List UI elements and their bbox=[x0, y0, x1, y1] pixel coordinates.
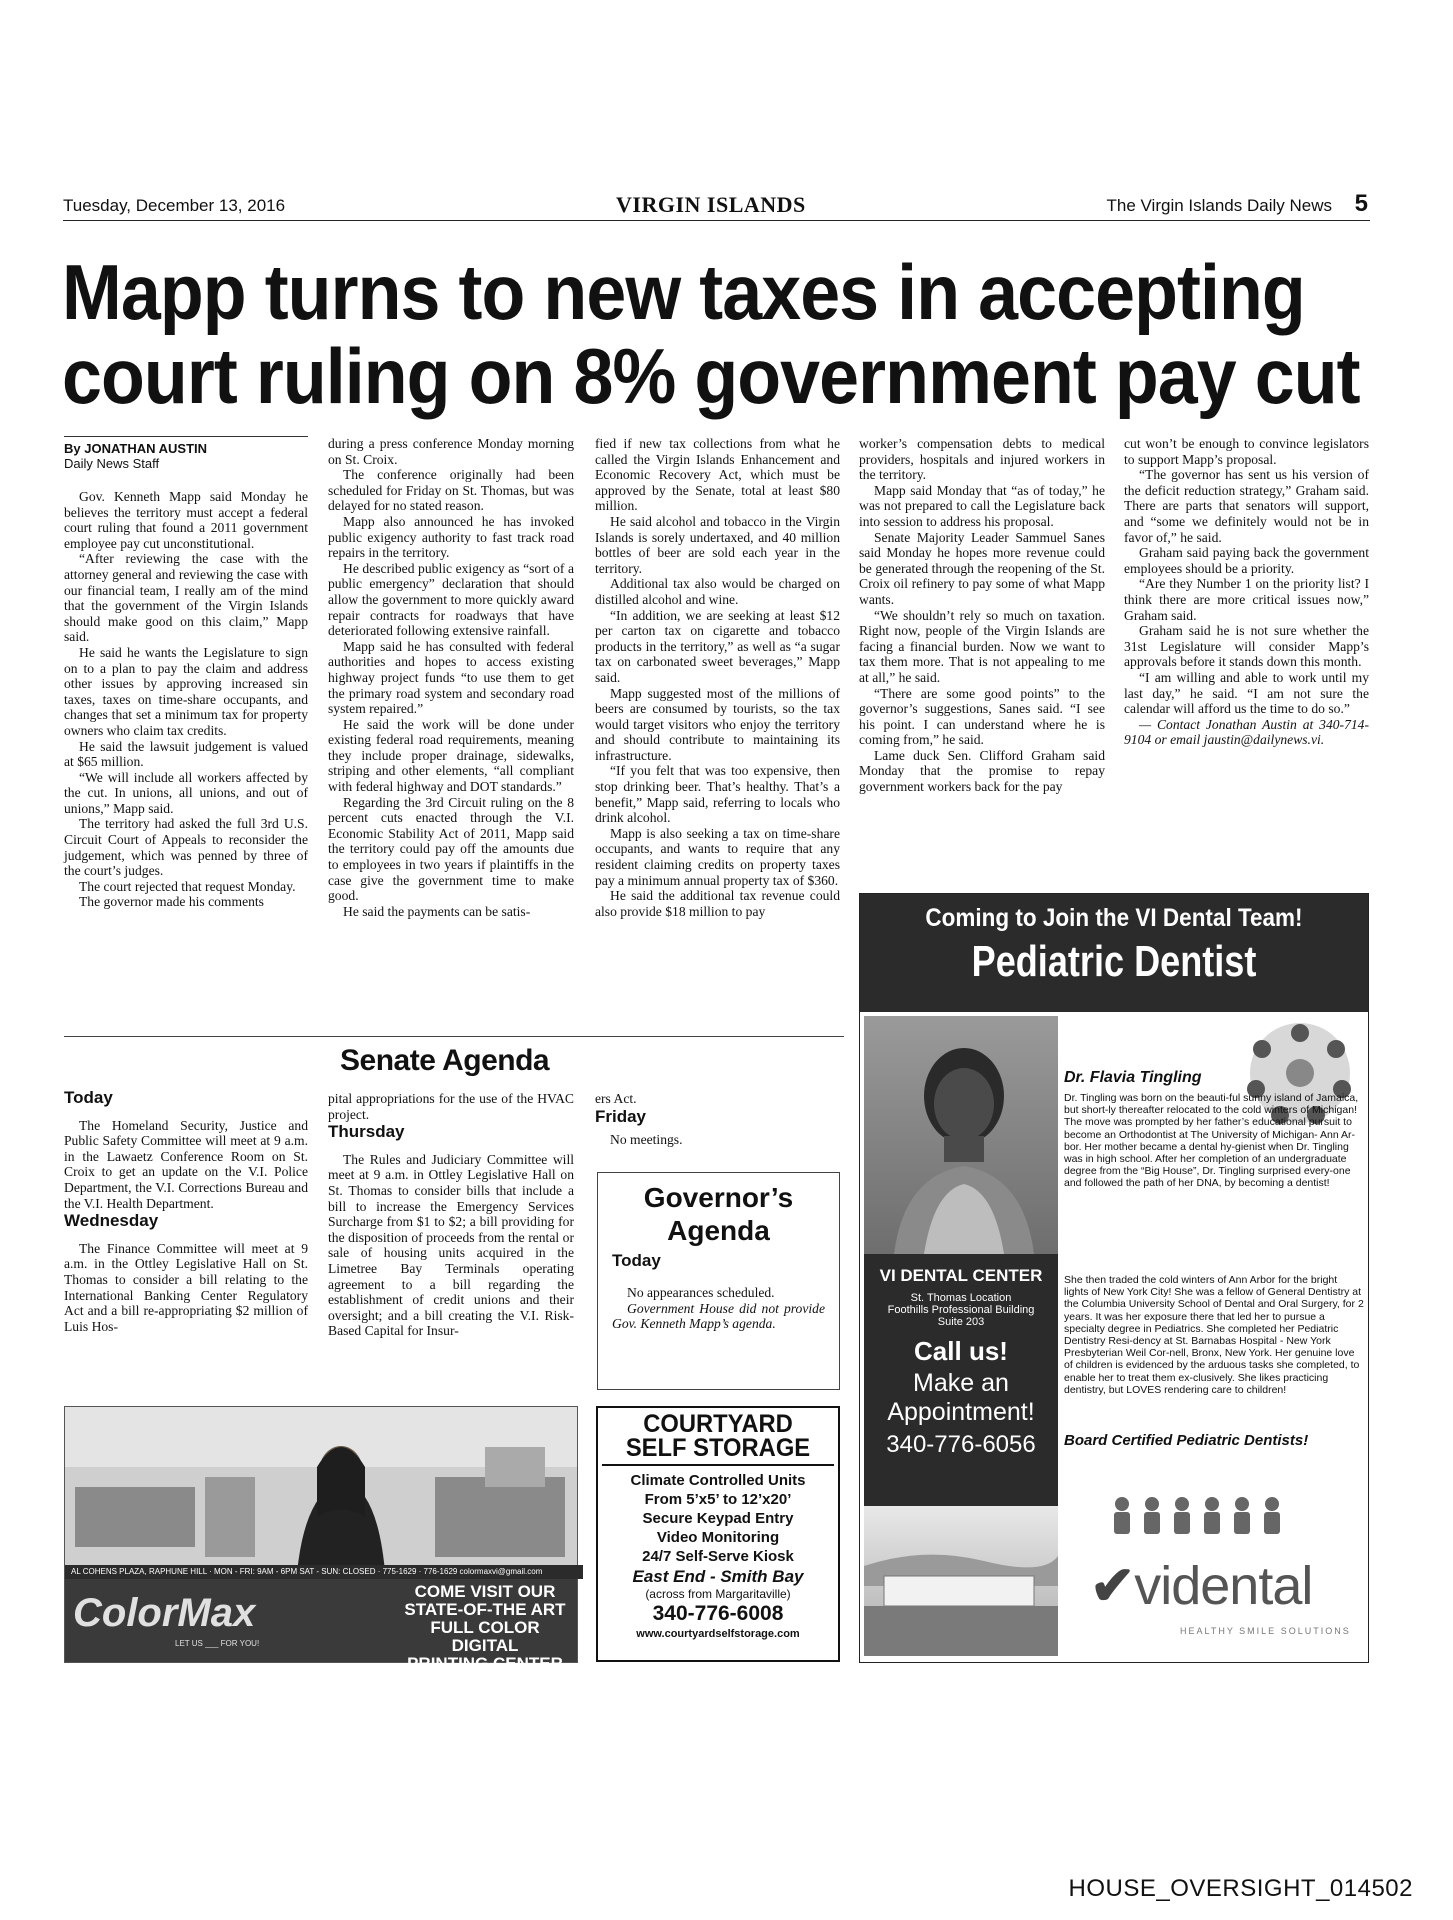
senate-agenda-rule bbox=[64, 1036, 844, 1037]
dental-phone: 340-776-6056 bbox=[886, 1431, 1036, 1458]
article-column-2: during a press conference Monday morning on St. Croix. The conference originally had been scheduled for Friday on St. Thomas, but was delayed for no stated reason. Mapp also announced he has invoked public exigency authority to fast track road repairs in the territory. He described public exigency as “sort of a public emergency” declaration that should allow the government to more quickly award repair contracts for roadways that have deteriorated following extensive rainfall. Mapp said he has consulted with federal authorities and hopes to access existing highway project funds “to use them to get the primary road system and secondary road system repaired.” He said the work will be done under existing federal road requirements, meaning they include proper drainage, sidewalks, striping and other elements, “all compliant with federal highway and DOT standards.” Regarding the 3rd Circuit ruling on the 8 percent cuts enacted through the V.I. Economic Stability Act of 2011, Mapp said the territory could pay off the amounts due to employees in two years if plaintiffs in the case give the government time to make good. He said the payments can be satis- bbox=[328, 436, 574, 919]
senate-column-3: ers Act. Friday No meetings. bbox=[595, 1091, 840, 1148]
dental-contact-panel: VI DENTAL CENTER St. Thomas Location Foothills Professional Building Suite 203 Call us! Make an Appointment! 340-776-6056 bbox=[864, 1254, 1058, 1506]
senate-thursday-head: Thursday bbox=[328, 1122, 405, 1142]
vidental-logo: ✔vidental bbox=[1090, 1556, 1313, 1616]
paper-name: The Virgin Islands Daily News bbox=[1106, 196, 1332, 215]
dental-banner: Coming to Join the VI Dental Team! bbox=[925, 904, 1303, 932]
oversight-stamp: HOUSE_OVERSIGHT_014502 bbox=[1068, 1875, 1413, 1902]
call-us: Call us! bbox=[914, 1336, 1008, 1366]
senate-wednesday-text: The Finance Committee will meet at 9 a.m. in the Ottley Legislative Hall on St. Thomas to consider a bill relating to the International Banking Center Regulatory Act and a bill re-appropriating $2 million of Luis Hos- bbox=[64, 1240, 308, 1334]
senate-friday-text: No meetings. bbox=[610, 1132, 683, 1148]
issue-date: Tuesday, December 13, 2016 bbox=[63, 196, 286, 215]
senate-thursday-text: The Rules and Judiciary Committee will meet at 9 a.m. in Ottley Legislative Hall on St. Thomas to consider bills that include a bill to increase the Emergency Services Surcharge from $1 to $2; a bill providing for the disposition of proceeds from the rental or sale of housing units acquired in the Limetree Bay Terminals operating agreement to a bill regarding the establishment of credit unions and their oversight; and a bill creating the V.I. Risk-Based Capital for Insur- bbox=[328, 1151, 574, 1339]
colormax-logo: ColorMax bbox=[73, 1591, 256, 1635]
dentist-portrait-icon bbox=[864, 1016, 1058, 1254]
vidental-tagline: HEALTHY SMILE SOLUTIONS bbox=[1180, 1626, 1351, 1636]
storage-ad: COURTYARD SELF STORAGE Climate Controlled Units From 5’x5’ to 12’x20’ Secure Keypad Entry Video Monitoring 24/7 Self-Serve Kiosk East End - Smith Bay (across from Margaritaville) 340-776-6008 www.courtyardselfstorage.com bbox=[596, 1406, 840, 1662]
storage-title-2: SELF STORAGE bbox=[625, 1434, 811, 1462]
storage-url: www.courtyardselfstorage.com bbox=[636, 1628, 800, 1640]
article-column-1: Gov. Kenneth Mapp said Monday he believes the territory must accept a federal court ruling that found a 2011 government employee pay cut unconstitutional. “After reviewing the case with the attorney general and reviewing the case with our financial team, I really am of the mind that the government of the Virgin Islands should make good on this claim,” Mapp said. He said he wants the Legislature to sign on to a plan to pay the claim and address other issues by approving increased sin taxes, taxes on time-share occupants, and changes that set a minimum tax for property owners who claim tax credits. He said the lawsuit judgement is valued at $65 million. “We will include all workers affected by the cut. In unions, all unions, and out of unions,” Mapp said. The territory had asked the full 3rd U.S. Circuit Court of Appeals to reconsider the judgement, which was penned by three of the court’s judges. The court rejected that request Monday. The governor made his comments bbox=[64, 489, 308, 910]
byline bbox=[64, 436, 308, 471]
article-column-5: cut won’t be enough to convince legislators to support Mapp’s proposal. “The governor has sent us his version of the deficit reduction strategy,” Graham said. There are parts that senators will support, and “some we definitely would not be in favor of,” he said. Graham said paying back the government employees should be a priority. “Are they Number 1 on the priority list? I think there are more critical issues now,” Graham said. Graham said he is not sure whether the 31st Legislature will consider Mapp’s approvals before it stands down this month. “I am willing and able to work until my last day,” he said. “I am not sure the calendar will afford us the time to do so.” — Contact Jonathan Austin at 340-714-9104 or email jaustin@dailynews.vi. bbox=[1124, 436, 1369, 748]
building-photo bbox=[864, 1506, 1058, 1656]
senate-today-head: Today bbox=[64, 1088, 113, 1107]
dental-ad-header bbox=[860, 894, 1368, 1012]
governor-today-head: Today bbox=[612, 1251, 661, 1270]
dental-title: Pediatric Dentist bbox=[971, 937, 1257, 986]
byline-author: By JONATHAN AUSTIN bbox=[64, 441, 208, 456]
section-name: VIRGIN ISLANDS bbox=[616, 192, 806, 217]
governor-text: No appearances scheduled. bbox=[627, 1285, 775, 1300]
people-chain-icon bbox=[1108, 1494, 1308, 1544]
contact-line: — Contact Jonathan Austin at 340-714-9104 or email jaustin@dailynews.vi. bbox=[1124, 716, 1369, 748]
dental-ad bbox=[859, 893, 1369, 1663]
doctor-name: Dr. Flavia Tingling bbox=[1064, 1069, 1202, 1086]
colormax-ad bbox=[64, 1406, 578, 1673]
dentist-photo bbox=[864, 1016, 1058, 1254]
storage-location: East End - Smith Bay bbox=[632, 1567, 804, 1586]
governor-agenda-title: Governor’s Agenda bbox=[643, 1182, 794, 1246]
doctor-bio-1: Dr. Tingling was born on the beauti-ful sunny island of Jamaica, but short-ly thereafter relocated to the cold winters of Michigan! The move was prompted by her father’s educational pursuit to become an Orthodontist at The University of Michigan- Ann Ar-bor. Her mother became a dental hy-gienist when Dr. Tingling was in high school. After her completion of an undergraduate degree from the “Big House”, Dr. Tingling surprised every-one and followed the path of her DNA, by becoming a dentist! bbox=[1064, 1092, 1359, 1190]
byline-staff: Daily News Staff bbox=[64, 456, 160, 471]
senate-today-text: The Homeland Security, Justice and Public Safety Committee will meet at 9 a.m. in the Lawaetz Conference Room on St. Croix to get an update on the V.I. Police Department, the V.I. Corrections Bureau and the V.I. Health Department. bbox=[64, 1117, 308, 1211]
article-column-4: worker’s compensation debts to medical providers, hospitals and injured workers in the territory. Mapp said Monday that “as of today,” he was not prepared to call the Legislature back into session to address his proposal. Senate Majority Leader Sammuel Sanes said Monday he hopes more revenue could be generated through the reopening of the St. Croix oil refinery to pay some of what Mapp wants. “We shouldn’t rely so much on taxation. Right now, people of the Virgin Islands are facing a financial burden. Now we want to tax them more. That is not appealing to me at all,” he said. “There are some good points” to the governor’s suggestions, Sanes said. “I see his point. I can understand where he is coming from,” he said. Lame duck Sen. Clifford Graham said Monday that the promise to repay government workers back for the pay bbox=[859, 436, 1105, 795]
doctor-bio-2: She then traded the cold winters of Ann Arbor for the bright lights of New York City! She was a fellow of General Dentistry at the Columbia University School of Dental and Oral Surgery, for 2 years. It was her exposure there that led her to pursue a specialty degree in Pediatrics. She completed her Pediatric Dentistry Resi-dency at St. Barnabas Hospital - New York Presbyterian Weil Cor-nell, Bronx, New York. Her genuine love of children is evidenced by the arduous tasks she completed, to enable her to treat them ex-clusively. She likes practicing dentistry, but LOVES rendering care to children! bbox=[1064, 1274, 1364, 1396]
headline bbox=[62, 248, 1360, 420]
governor-agenda-box bbox=[597, 1172, 840, 1390]
storage-title-1: COURTYARD bbox=[643, 1410, 793, 1438]
colormax-cta: COME VISIT OUR STATE-OF-THE ART FULL COLOR DIGITAL PRINTING CENTER bbox=[404, 1582, 566, 1673]
board-certified: Board Certified Pediatric Dentists! bbox=[1064, 1432, 1309, 1449]
senate-wednesday-head: Wednesday bbox=[64, 1211, 159, 1231]
page-number: 5 bbox=[1354, 190, 1368, 217]
headline-line-1: Mapp turns to new taxes in accepting bbox=[62, 248, 1305, 336]
colormax-address-bar: AL COHENS PLAZA, RAPHUNE HILL · MON - FRI: 9AM - 6PM SAT - SUN: CLOSED · 775-1629 · 776-1629 colormaxvi@gmail.com bbox=[65, 1565, 583, 1579]
vidental-check-icon: ✔ bbox=[1090, 1556, 1135, 1616]
masthead bbox=[63, 192, 1370, 221]
article-column-3: fied if new tax collections from what he called the Virgin Islands Enhancement and Economic Recovery Act, which must be approved by the Senate, total at least $80 million. He said alcohol and tobacco in the Virgin Islands is sorely undertaxed, and 40 million bottles of beer are sold each year in the territory. Additional tax also would be charged on distilled alcohol and wine. “In addition, we are seeking at least $12 per carton tax on cigarette and tobacco products in the territory,” as well as “a sugar tax on carbonated sweet beverages,” Mapp said. Mapp suggested most of the millions of beers are consumed by tourists, so the tax would target visitors who enjoy the territory and should contribute to maintaining its infrastructure. “If you felt that was too expensive, then stop drinking beer. That’s healthy. That’s a benefit,” Mapp said, referring to locals who drink alcohol. Mapp is also seeking a tax on time-share occupants, and wants to require that any resident claiming credits on property taxes pay a minimum annual property tax of $360. He said the additional tax revenue could also provide $18 million to pay bbox=[595, 436, 840, 919]
senate-column-2: pital appropriations for the use of the HVAC project. Thursday The Rules and Judiciary Committee will meet at 9 a.m. in Ottley Legislative Hall on St. Thomas to consider bills that include a bill to increase the Emergency Services Surcharge from $1 to $2; a bill providing for the disposition of proceeds from the rental or sale of housing units acquired in the Limetree Bay Terminals operating agreement to a bill regarding the establishment of credit unions and their oversight; and a bill creating the V.I. Risk-Based Capital for Insur- bbox=[328, 1091, 574, 1339]
colormax-slogan: LET US ___ FOR YOU! bbox=[175, 1639, 260, 1648]
storage-phone: 340-776-6008 bbox=[652, 1602, 784, 1625]
senate-agenda-title: Senate Agenda bbox=[340, 1044, 550, 1077]
headline-line-2: court ruling on 8% government pay cut bbox=[62, 332, 1360, 420]
governor-note: Government House did not provide Gov. Kenneth Mapp’s agenda. bbox=[612, 1300, 825, 1332]
building-icon bbox=[864, 1506, 1058, 1656]
senate-friday-head: Friday bbox=[595, 1106, 647, 1126]
senate-column-1 bbox=[64, 1090, 308, 1334]
center-name: VI DENTAL CENTER bbox=[879, 1266, 1043, 1285]
